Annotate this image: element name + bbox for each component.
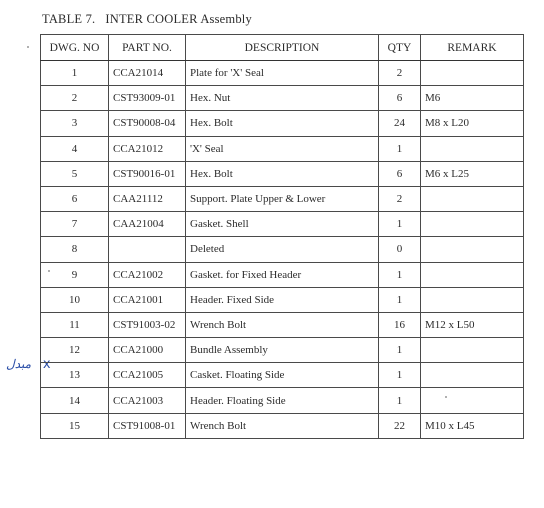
parts-table	[40, 34, 524, 439]
cell-part-no	[109, 237, 186, 262]
cell-remark	[421, 61, 524, 86]
cell-description: Header. Fixed Side	[186, 287, 379, 312]
cell-part-no: CCA21002	[109, 262, 186, 287]
cell-description: Wrench Bolt	[186, 413, 379, 438]
cell-part-no: CCA21012	[109, 136, 186, 161]
cell-description: Gasket. Shell	[186, 212, 379, 237]
cell-dwg-no: 1	[41, 61, 109, 86]
cell-description: Wrench Bolt	[186, 312, 379, 337]
cell-remark	[421, 388, 524, 413]
cell-description: Hex. Nut	[186, 86, 379, 111]
table-row	[41, 312, 524, 337]
cell-remark: M12 x L50	[421, 312, 524, 337]
header-dwg-no: DWG. NO	[41, 35, 109, 61]
cell-qty: 1	[379, 262, 421, 287]
table-row	[41, 363, 524, 388]
cell-remark	[421, 287, 524, 312]
cell-part-no: CCA21005	[109, 363, 186, 388]
header-part-no: PART NO.	[109, 35, 186, 61]
cell-description: Plate for 'X' Seal	[186, 61, 379, 86]
cell-description: Header. Floating Side	[186, 388, 379, 413]
cell-remark	[421, 363, 524, 388]
handwritten-x-mark: x	[42, 357, 51, 372]
table-row	[41, 413, 524, 438]
cell-qty: 6	[379, 161, 421, 186]
table-row	[41, 338, 524, 363]
cell-part-no: CST91008-01	[109, 413, 186, 438]
cell-part-no: CST90008-04	[109, 111, 186, 136]
cell-qty: 22	[379, 413, 421, 438]
table-row	[41, 237, 524, 262]
cell-part-no: CST91003-02	[109, 312, 186, 337]
cell-dwg-no: 7	[41, 212, 109, 237]
cell-qty: 1	[379, 287, 421, 312]
cell-qty: 1	[379, 136, 421, 161]
cell-part-no: CCA21001	[109, 287, 186, 312]
cell-dwg-no: 5	[41, 161, 109, 186]
cell-remark	[421, 262, 524, 287]
cell-part-no: CCA21003	[109, 388, 186, 413]
table-row	[41, 61, 524, 86]
table-row	[41, 212, 524, 237]
cell-remark: M10 x L45	[421, 413, 524, 438]
cell-remark: M6 x L25	[421, 161, 524, 186]
header-description: DESCRIPTION	[186, 35, 379, 61]
cell-dwg-no: 14	[41, 388, 109, 413]
cell-qty: 1	[379, 363, 421, 388]
cell-dwg-no: 10	[41, 287, 109, 312]
cell-part-no: CAA21004	[109, 212, 186, 237]
cell-remark: M8 x L20	[421, 111, 524, 136]
cell-part-no: CAA21112	[109, 186, 186, 211]
cell-qty: 1	[379, 338, 421, 363]
cell-dwg-no: 15	[41, 413, 109, 438]
cell-part-no: CCA21000	[109, 338, 186, 363]
header-remark: REMARK	[421, 35, 524, 61]
cell-description: Hex. Bolt	[186, 111, 379, 136]
cell-description: Support. Plate Upper & Lower	[186, 186, 379, 211]
table-row	[41, 186, 524, 211]
cell-qty: 1	[379, 388, 421, 413]
table-title	[42, 12, 252, 27]
scan-speck	[27, 46, 29, 48]
cell-description: Deleted	[186, 237, 379, 262]
cell-dwg-no: 3	[41, 111, 109, 136]
cell-description: Gasket. for Fixed Header	[186, 262, 379, 287]
cell-qty: 2	[379, 186, 421, 211]
cell-dwg-no: 2	[41, 86, 109, 111]
table-row	[41, 287, 524, 312]
cell-description: 'X' Seal	[186, 136, 379, 161]
header-qty: QTY	[379, 35, 421, 61]
table-header-row	[41, 35, 524, 61]
table-row	[41, 388, 524, 413]
cell-remark	[421, 186, 524, 211]
cell-part-no: CST90016-01	[109, 161, 186, 186]
cell-dwg-no: 9	[41, 262, 109, 287]
cell-qty: 0	[379, 237, 421, 262]
cell-description: Hex. Bolt	[186, 161, 379, 186]
cell-dwg-no: 4	[41, 136, 109, 161]
handwritten-note-text: مبدل	[6, 357, 32, 371]
table-row	[41, 111, 524, 136]
cell-dwg-no: 11	[41, 312, 109, 337]
cell-remark	[421, 212, 524, 237]
table-body	[41, 61, 524, 439]
cell-description: Bundle Assembly	[186, 338, 379, 363]
cell-remark: M6	[421, 86, 524, 111]
cell-dwg-no: 12	[41, 338, 109, 363]
cell-remark	[421, 136, 524, 161]
table-row	[41, 161, 524, 186]
table-title-text: INTER COOLER Assembly	[105, 12, 252, 26]
table-row	[41, 262, 524, 287]
cell-qty: 16	[379, 312, 421, 337]
cell-part-no: CCA21014	[109, 61, 186, 86]
cell-qty: 6	[379, 86, 421, 111]
table-row	[41, 136, 524, 161]
cell-remark	[421, 338, 524, 363]
cell-dwg-no: 8	[41, 237, 109, 262]
cell-remark	[421, 237, 524, 262]
cell-dwg-no: 6	[41, 186, 109, 211]
cell-qty: 2	[379, 61, 421, 86]
cell-description: Casket. Floating Side	[186, 363, 379, 388]
cell-qty: 1	[379, 212, 421, 237]
table-label: TABLE 7.	[42, 12, 96, 26]
cell-dwg-no: 13	[41, 363, 109, 388]
cell-part-no: CST93009-01	[109, 86, 186, 111]
cell-qty: 24	[379, 111, 421, 136]
table-row	[41, 86, 524, 111]
